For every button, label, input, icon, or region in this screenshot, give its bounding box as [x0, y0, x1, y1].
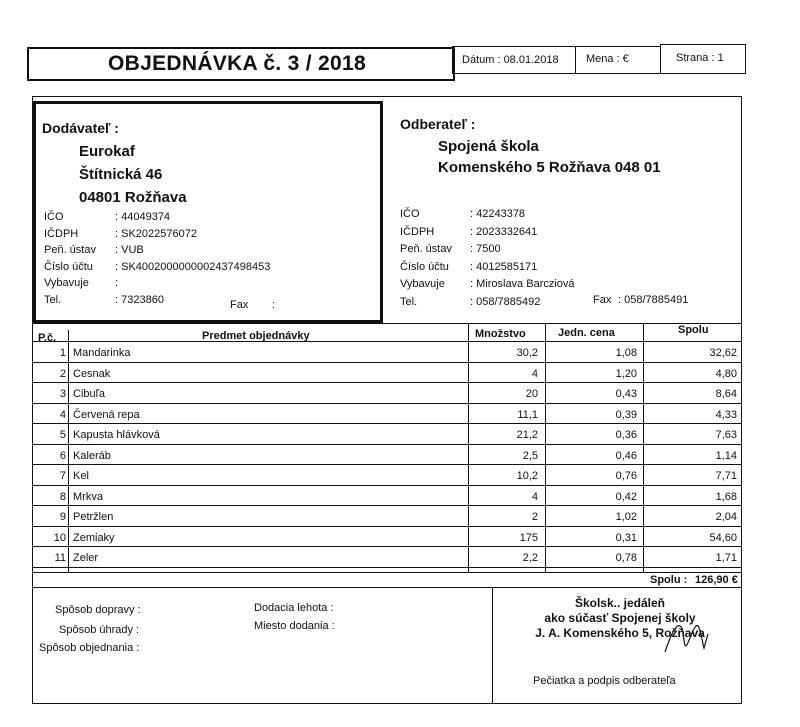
customer-heading: Odberateľ :: [400, 116, 476, 132]
table-row-divider: [32, 362, 742, 363]
col-header-qty: Množstvo: [475, 328, 526, 340]
customer-detail-label: IČDPH: [400, 225, 435, 238]
payment-method: Spôsob úhrady :: [59, 624, 140, 636]
row-number: 6: [59, 449, 66, 462]
row-unit-price: 0,36: [615, 429, 637, 441]
row-quantity: 4: [531, 490, 538, 503]
row-quantity: 10,2: [516, 470, 538, 482]
table-top-line: [32, 323, 742, 324]
customer-detail-value: : 058/7885492: [470, 295, 541, 308]
row-number: 4: [59, 408, 66, 421]
customer-detail-label: Vybavuje: [400, 278, 445, 290]
row-number: 8: [59, 490, 66, 503]
row-quantity: 2,2: [522, 552, 538, 564]
supplier-detail-label: IČO: [44, 211, 64, 223]
stamp-line-2: ako súčasť Spojenej školy: [544, 611, 696, 625]
supplier-detail-label: Tel.: [44, 293, 62, 306]
row-total: 4,33: [715, 408, 737, 421]
row-unit-price: 0,76: [615, 470, 637, 482]
row-number: 10: [53, 531, 66, 544]
row-total: 8,64: [715, 388, 737, 400]
row-item: Kapusta hlávková: [73, 429, 160, 441]
table-row-divider: [32, 485, 742, 486]
supplier-detail-value: : 44049374: [115, 211, 171, 223]
row-unit-price: 0,31: [615, 531, 637, 544]
customer-detail-label: Číslo účtu: [400, 260, 449, 273]
delivery-deadline: Dodacia lehota :: [254, 602, 334, 614]
row-unit-price: 0,42: [615, 490, 637, 503]
row-quantity: 21,2: [516, 429, 538, 441]
table-row-divider: [32, 444, 742, 445]
supplier-detail-value: : SK2022576072: [115, 227, 197, 240]
sum-label: Spolu :: [650, 574, 688, 586]
table-row-divider: [32, 526, 742, 527]
table-row-divider: [32, 382, 742, 383]
row-number: 9: [59, 511, 66, 523]
customer-detail-label: IČO: [400, 208, 420, 220]
customer-detail-label: Tel.: [400, 295, 418, 308]
row-item: Mandarinka: [73, 347, 131, 359]
table-row-divider: [32, 403, 742, 404]
row-total: 2,04: [715, 511, 737, 523]
supplier-detail-label: Peň. ústav: [44, 244, 96, 256]
table-row-divider: [32, 567, 742, 568]
row-item: Petržlen: [73, 511, 114, 523]
row-total: 54,60: [709, 531, 737, 544]
row-unit-price: 1,02: [615, 511, 637, 523]
row-number: 7: [59, 470, 66, 482]
customer-fax-value: : 058/7885491: [618, 294, 689, 306]
transport-method: Spôsob dopravy :: [55, 604, 141, 616]
col-divider-pc: [68, 330, 69, 572]
row-number: 3: [59, 388, 66, 400]
stamp-line-3: J. A. Komenského 5, Rožňava: [535, 626, 705, 640]
row-item: Cesnak: [73, 367, 111, 380]
table-bottom-line: [32, 572, 742, 573]
table-row-divider: [32, 505, 742, 506]
customer-detail-value: : 4012585171: [470, 260, 538, 273]
row-item: Zeler: [73, 552, 99, 564]
row-total: 7,63: [715, 429, 737, 441]
table-row-divider: [32, 546, 742, 547]
supplier-detail-label: IČDPH: [44, 227, 79, 240]
sum-value: 126,90 €: [695, 574, 738, 586]
customer-detail-value: : 7500: [470, 243, 501, 255]
supplier-street: Štítnická 46: [79, 166, 163, 183]
row-quantity: 2: [531, 511, 538, 523]
customer-detail-value: : 42243378: [470, 208, 526, 220]
delivery-place: Miesto dodania :: [254, 620, 335, 632]
row-total: 32,62: [709, 347, 737, 359]
customer-fax-label: Fax: [593, 294, 612, 306]
supplier-heading: Dodávateľ :: [42, 120, 119, 136]
row-number: 11: [54, 552, 66, 564]
row-unit-price: 0,78: [615, 552, 637, 564]
supplier-city: 04801 Rožňava: [79, 189, 187, 206]
col-header-price: Jedn. cena: [558, 327, 615, 339]
row-unit-price: 0,39: [615, 408, 637, 421]
supplier-fax-value: :: [272, 299, 276, 311]
row-total: 1,71: [715, 552, 737, 564]
row-quantity: 2,5: [522, 449, 538, 462]
row-total: 1,14: [715, 449, 737, 462]
page-number: Strana : 1: [676, 52, 724, 64]
signature-caption: Pečiatka a podpis odberateľa: [533, 675, 676, 687]
supplier-detail-label: Vybavuje: [44, 277, 89, 289]
col-header-item: Predmet objednávky: [202, 330, 310, 342]
order-title: OBJEDNÁVKA č. 3 / 2018: [108, 52, 366, 75]
col-divider-qty: [468, 323, 469, 572]
row-item: Červená repa: [73, 408, 140, 421]
row-number: 2: [59, 367, 66, 380]
row-quantity: 30,2: [516, 347, 538, 359]
row-item: Zemiaky: [73, 531, 115, 544]
row-total: 7,71: [715, 470, 737, 482]
customer-detail-label: Peň. ústav: [400, 243, 452, 255]
col-divider-total: [643, 323, 644, 572]
currency: Mena : €: [586, 53, 629, 65]
table-header-line: [32, 341, 742, 342]
row-number: 5: [59, 429, 66, 441]
supplier-detail-value: : SK4002000000002437498453: [115, 260, 271, 273]
supplier-detail-value: : VUB: [115, 244, 144, 256]
stamp-line-1: Školsk.. jedáleň: [574, 596, 666, 610]
footer-divider: [492, 587, 493, 704]
row-total: 4,80: [715, 367, 737, 380]
row-number: 1: [59, 347, 66, 359]
row-unit-price: 0,46: [615, 449, 637, 462]
signature: [660, 612, 720, 662]
supplier-detail-value: : 7323860: [115, 293, 164, 306]
row-quantity: 4: [531, 367, 538, 380]
order-method: Spôsob objednania :: [39, 642, 140, 654]
row-quantity: 20: [525, 388, 538, 400]
row-unit-price: 1,08: [615, 347, 637, 359]
row-total: 1,68: [715, 490, 737, 503]
row-item: Kaleráb: [73, 449, 111, 462]
row-unit-price: 1,20: [615, 367, 637, 380]
customer-name: Spojená škola: [438, 138, 539, 155]
row-unit-price: 0,43: [615, 388, 637, 400]
row-item: Mrkva: [73, 490, 103, 503]
row-quantity: 11,1: [517, 408, 538, 421]
row-item: Cibuľa: [73, 388, 105, 400]
supplier-detail-label: Číslo účtu: [44, 260, 93, 273]
col-header-pc: P.č.: [38, 332, 57, 344]
col-header-total: Spolu: [678, 324, 709, 336]
row-quantity: 175: [519, 531, 538, 544]
customer-address: Komenského 5 Rožňava 048 01: [438, 159, 661, 176]
order-date: Dátum : 08.01.2018: [462, 54, 559, 66]
customer-detail-value: : 2023332641: [470, 225, 538, 238]
table-row-divider: [32, 423, 742, 424]
footer-top-line: [493, 587, 742, 588]
row-item: Kel: [73, 470, 89, 482]
col-divider-price: [545, 323, 546, 572]
supplier-detail-value: :: [115, 277, 119, 289]
table-row-divider: [32, 464, 742, 465]
customer-detail-value: : Miroslava Barcziová: [470, 278, 575, 290]
supplier-fax-label: Fax: [230, 299, 249, 311]
supplier-name: Eurokaf: [79, 143, 135, 160]
